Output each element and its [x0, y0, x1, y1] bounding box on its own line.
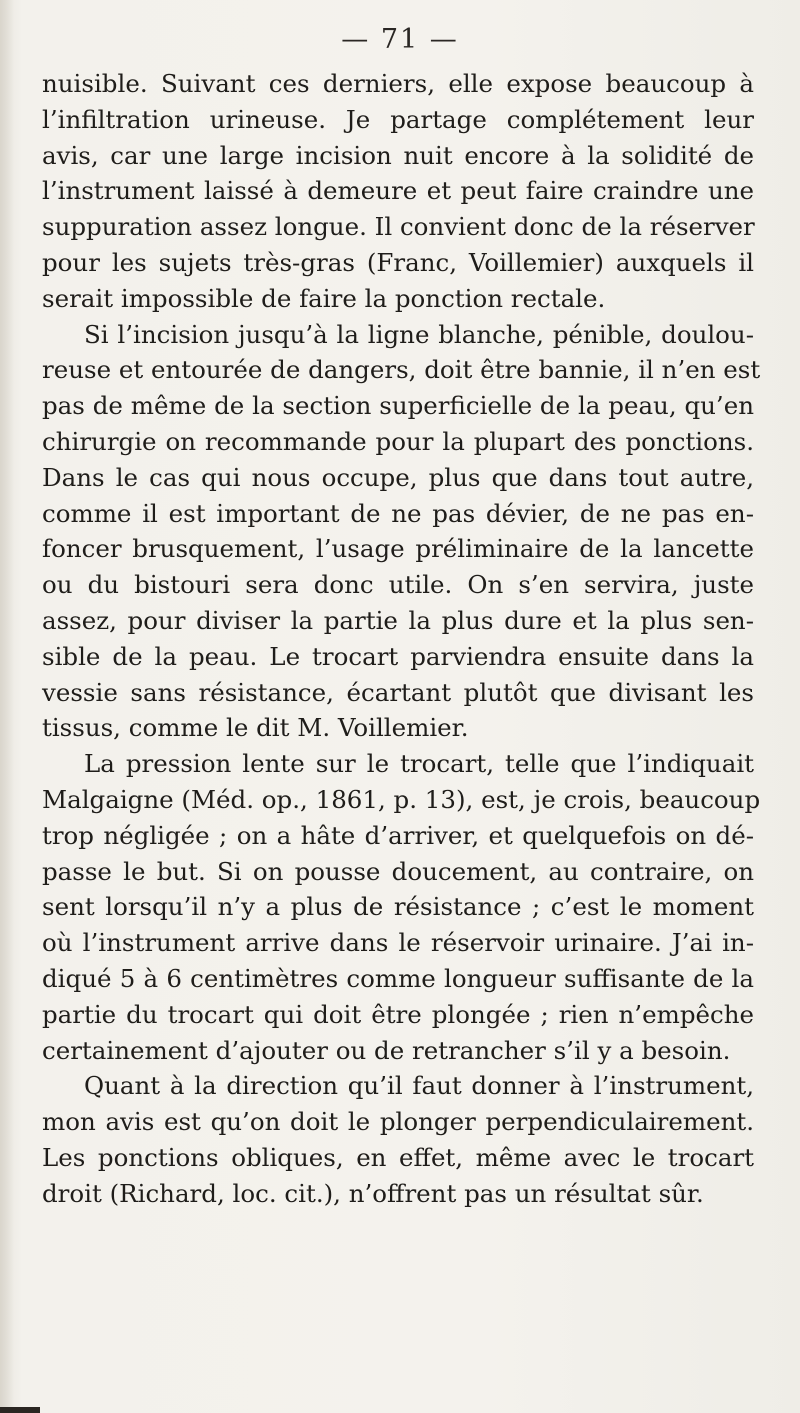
text-line: comme il est important de ne pas dévier, de ne pas en-	[42, 498, 754, 528]
text-line: suppuration assez longue. Il convient donc de la réserver	[42, 212, 755, 242]
text-line: chirurgie on recommande pour la plupart des ponctions.	[42, 426, 754, 456]
text-line: trop négligée ; on a hâte d’arriver, et quelquefois on dé-	[42, 820, 754, 850]
text-line: pas de même de la section superficielle de la peau, qu’en	[42, 391, 754, 421]
page-number: — 71 —	[341, 24, 459, 55]
text-line: Dans le cas qui nous occupe, plus que dans tout autre,	[42, 462, 754, 492]
text-line: Quant à la direction qu’il faut donner à l’instrument,	[84, 1071, 754, 1101]
text-line: La pression lente sur le trocart, telle que l’indiquait	[84, 749, 754, 779]
text-line: vessie sans résistance, écartant plutôt que divisant les	[42, 677, 754, 707]
text-line: avis, car une large incision nuit encore à la solidité de	[42, 140, 754, 170]
text-line: sent lorsqu’il n’y a plus de résistance ; c’est le moment	[42, 892, 754, 922]
text-line: Les ponctions obliques, en effet, même avec le trocart	[42, 1142, 754, 1172]
text-line: partie du trocart qui doit être plongée ; rien n’empêche	[42, 999, 754, 1029]
text-line: ou du bistouri sera donc utile. On s’en servira, juste	[42, 570, 754, 600]
text-line: serait impossible de faire la ponction rectale.	[42, 283, 606, 313]
print-mark	[0, 1407, 40, 1413]
text-line: l’instrument laissé à demeure et peut faire craindre une	[42, 176, 754, 206]
body-text	[42, 66, 761, 1212]
text-line: nuisible. Suivant ces derniers, elle expose beaucoup à	[42, 69, 754, 98]
text-line: Si l’incision jusqu’à la ligne blanche, pénible, doulou-	[84, 319, 754, 349]
text-line: assez, pour diviser la partie la plus dure et la plus sen-	[42, 605, 754, 635]
text-line: diqué 5 à 6 centimètres comme longueur suffisante de la	[42, 963, 754, 993]
text-line: pour les sujets très-gras (Franc, Voillemier) auxquels il	[42, 247, 754, 277]
text-line: certainement d’ajouter ou de retrancher s’il y a besoin.	[42, 1035, 731, 1065]
text-line: sible de la peau. Le trocart parviendra ensuite dans la	[42, 641, 754, 671]
text-line: foncer brusquement, l’usage préliminaire de la lancette	[42, 534, 754, 564]
text-line: mon avis est qu’on doit le plonger perpendiculairement.	[42, 1107, 754, 1137]
text-line: Malgaigne (Méd. op., 1861, p. 13), est, je crois, beaucoup	[42, 784, 761, 814]
text-line: l’infiltration urineuse. Je partage complétement leur	[42, 104, 754, 134]
text-line: reuse et entourée de dangers, doit être bannie, il n’en est	[42, 355, 761, 385]
binding-shadow	[0, 0, 14, 1413]
text-line: tissus, comme le dit M. Voillemier.	[42, 713, 469, 743]
text-line: où l’instrument arrive dans le réservoir urinaire. J’ai in-	[42, 928, 754, 958]
text-line: droit (Richard, loc. cit.), n’offrent pas un résultat sûr.	[42, 1178, 704, 1208]
text-line: passe le but. Si on pousse doucement, au contraire, on	[42, 856, 754, 886]
